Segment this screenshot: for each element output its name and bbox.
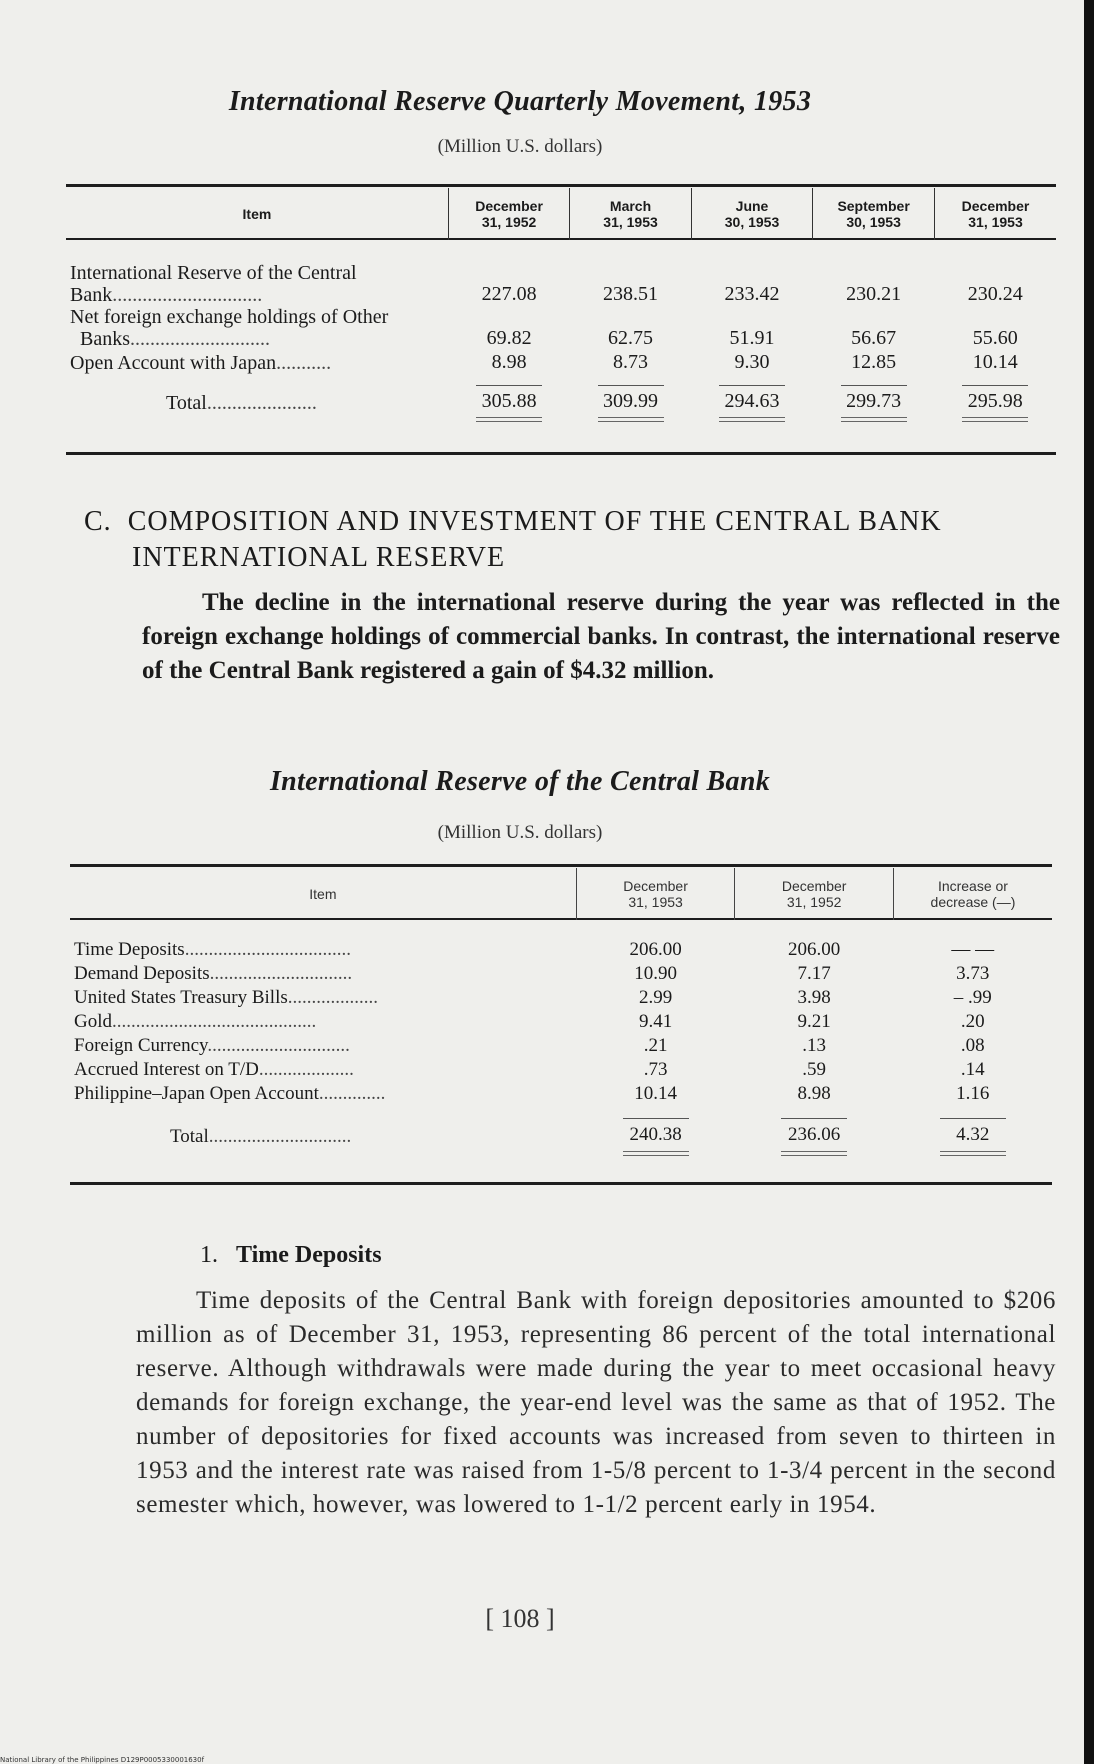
- table2-row-label: Accrued Interest on T/D....................: [74, 1059, 354, 1080]
- table2-row: [70, 1034, 1052, 1058]
- table2-cell: .59: [802, 1059, 827, 1080]
- table2-cell: 206.00: [788, 939, 841, 960]
- table2-cell: 9.41: [638, 1011, 673, 1032]
- table1-cell: 8.98: [491, 351, 527, 373]
- table1-col-item: Item: [242, 206, 272, 222]
- table1-top-rule: [66, 184, 1056, 187]
- table2-title: International Reserve of the Central Bank: [269, 766, 771, 797]
- table1-total-label: Total......................: [166, 392, 317, 414]
- table1-row-label: International Reserve of the Central Bank..............................: [70, 262, 357, 306]
- table2-col-dec1952: December 31, 1952: [735, 868, 894, 920]
- table2-total-label: Total..............................: [170, 1126, 352, 1147]
- table1-row: [66, 262, 1056, 306]
- table1-cell: 55.60: [972, 327, 1018, 349]
- table1-col-dec1953: December 31, 1953: [935, 188, 1057, 240]
- table2-top-rule: [70, 864, 1052, 867]
- time-deposits-heading: 1. Time Deposits: [200, 1242, 382, 1268]
- table2-cell: 8.98: [797, 1083, 831, 1104]
- table2-cell: 10.14: [634, 1083, 677, 1104]
- time-deposits-paragraph: Time deposits of the Central Bank with foreign depositories amounted to $206 million as of December 31, 1953, representing 86 percent of the total international reserve. Although withdrawals were made during the year to meet occasional heavy demands for foreign exchange, the year-end level was the same as that of 1952. The number of depositories for fixed accounts was increased from seven to thirteen in 1953 and the interest rate was raised from 1-5/8 percent to 1-3/4 percent in the second semester which, however, was lowered to 1-1/2 percent early in 1954.: [136, 1287, 1056, 1518]
- table1-cell: 238.51: [603, 283, 659, 305]
- table2-total-cell: 240.38: [576, 1106, 735, 1168]
- table1-subtitle: (Million U.S. dollars): [437, 136, 603, 157]
- table2-cell: 9.21: [797, 1011, 831, 1032]
- table1-col-sep1953: September 30, 1953: [813, 188, 935, 240]
- table1-cell: 69.82: [486, 327, 532, 349]
- table2-row-label: United States Treasury Bills...................: [74, 987, 379, 1008]
- table2-cell: 1.16: [956, 1083, 990, 1104]
- table2-row-label: Time Deposits...................................: [74, 939, 351, 960]
- table2-cell: .08: [960, 1035, 985, 1056]
- section-c-heading: C. COMPOSITION AND INVESTMENT OF THE CENTRAL BANK INTERNATIONAL RESERVE: [84, 506, 942, 573]
- table1-cell: 227.08: [481, 283, 537, 305]
- table2-row-label: Gold...........................................: [74, 1011, 317, 1032]
- table2-row-label: Philippine–Japan Open Account..............: [74, 1083, 386, 1104]
- table2-cell: .14: [960, 1059, 985, 1080]
- table1-cell: 10.14: [972, 351, 1018, 373]
- table1-cell: 56.67: [851, 327, 897, 349]
- table1: [66, 188, 1056, 432]
- table1-row: [66, 306, 1056, 350]
- table2-row: [70, 1010, 1052, 1034]
- table2-total-row: [70, 1106, 1052, 1168]
- table2-total-cell: 236.06: [735, 1106, 894, 1168]
- table2-row-label: Foreign Currency..............................: [74, 1035, 350, 1056]
- table1-title: International Reserve Quarterly Movement, 1953: [228, 86, 812, 117]
- table1-cell: 62.75: [608, 327, 654, 349]
- table1-cell: 230.24: [967, 283, 1023, 305]
- table1-row: [66, 350, 1056, 374]
- table2-row: [70, 986, 1052, 1010]
- table1-col-mar1953: March 31, 1953: [570, 188, 691, 240]
- table2-cell: 2.99: [638, 987, 673, 1008]
- table1-col-dec1952: December 31, 1952: [448, 188, 569, 240]
- table1-total-cell: 305.88: [448, 374, 569, 432]
- table2-row: [70, 938, 1052, 962]
- table1-cell: 12.85: [851, 351, 897, 373]
- scan-footer: National Library of the Philippines D129P0005330001630f: [0, 1756, 205, 1764]
- table2-col-item: Item: [309, 886, 337, 902]
- table2-header-row: [70, 868, 1052, 920]
- table1-row-label: Net foreign exchange holdings of Other Banks............................: [70, 306, 389, 350]
- table2-cell: 3.98: [797, 987, 831, 1008]
- table1-header-row: [66, 188, 1056, 240]
- table2: [70, 868, 1052, 1168]
- table2-cell: .73: [643, 1059, 668, 1080]
- table2-cell: .20: [960, 1011, 985, 1032]
- table2-total-cell: 4.32: [893, 1106, 1052, 1168]
- table1-total-cell: 299.73: [813, 374, 935, 432]
- table2-cell: 10.90: [634, 963, 677, 984]
- table1-cell: 230.21: [846, 283, 902, 305]
- table1-total-cell: 309.99: [570, 374, 691, 432]
- table2-cell: 206.00: [629, 939, 682, 960]
- table1-row-label: Open Account with Japan...........: [70, 352, 332, 374]
- table2-bottom-rule: [70, 1182, 1052, 1185]
- table1-cell: 9.30: [734, 351, 770, 373]
- table2-cell: 7.17: [797, 963, 831, 984]
- table1-cell: 51.91: [729, 327, 775, 349]
- table2-cell: 3.73: [956, 963, 990, 984]
- table1-total-row: [66, 374, 1056, 432]
- table2-row: [70, 1058, 1052, 1082]
- table2-subtitle: (Million U.S. dollars): [437, 822, 603, 843]
- table1-cell: 8.73: [613, 351, 649, 373]
- page-number: [ 108 ]: [485, 1604, 555, 1633]
- table2-cell: — —: [951, 939, 995, 960]
- table1-cell: 233.42: [724, 283, 780, 305]
- table1-col-jun1953: June 30, 1953: [691, 188, 812, 240]
- scan-edge: [1084, 0, 1094, 1764]
- table2-row: [70, 962, 1052, 986]
- table2-col-dec1953: December 31, 1953: [576, 868, 735, 920]
- table1-bottom-rule: [66, 452, 1056, 455]
- table1-total-cell: 295.98: [935, 374, 1057, 432]
- table2-cell: – .99: [953, 987, 992, 1008]
- table2-row-label: Demand Deposits..............................: [74, 963, 353, 984]
- table2-col-change: Increase or decrease (—): [893, 868, 1052, 920]
- table1-total-cell: 294.63: [691, 374, 812, 432]
- table2-cell: .21: [643, 1035, 668, 1056]
- table2-row: [70, 1082, 1052, 1106]
- section-c-paragraph: The decline in the international reserve during the year was reflected in the foreign exchange holdings of commercial banks. In contrast, the international reserve of the Central Bank registered a gain of $4.32 million.: [142, 589, 1060, 684]
- table2-cell: .13: [802, 1035, 827, 1056]
